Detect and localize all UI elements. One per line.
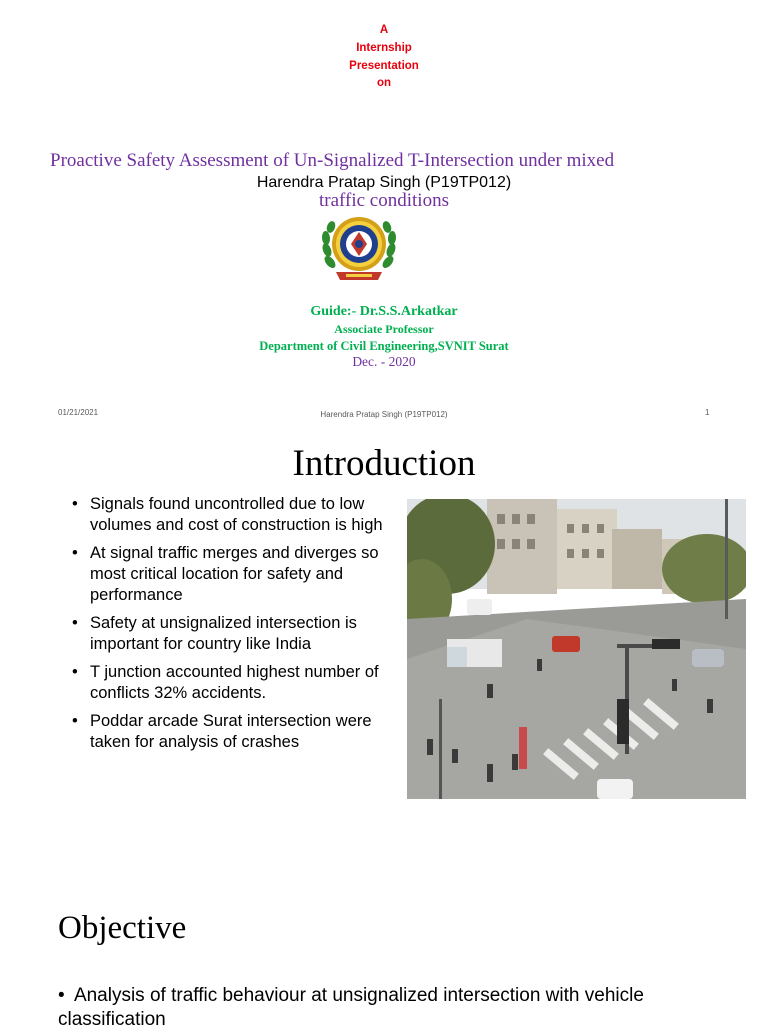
- presentation-title: Proactive Safety Assessment of Un-Signalized T-Intersection under mixed: [50, 150, 615, 171]
- list-item: • At signal traffic merges and diverges so most critical location for safety and performance: [64, 543, 400, 606]
- footer-name: Harendra Pratap Singh (P19TP012): [320, 410, 448, 419]
- presentation-title-continued: traffic conditions: [319, 190, 449, 211]
- bullet-icon: •: [58, 985, 65, 1006]
- intro-line: A: [379, 24, 389, 36]
- footer-page-number: 1: [705, 408, 710, 417]
- list-item: • Poddar arcade Surat intersection were taken for analysis of crashes: [64, 711, 400, 753]
- slide-title: Objective: [58, 910, 187, 946]
- traffic-intersection-photo: [407, 499, 746, 799]
- objective-text: Analysis of traffic behaviour at unsignalized intersection with vehicle classification: [58, 985, 644, 1030]
- presentation-date: Dec. - 2020: [352, 354, 416, 369]
- footer-date: 01/21/2021: [58, 408, 99, 417]
- guide-designation: Associate Professor: [334, 322, 434, 336]
- list-item: • Safety at unsignalized intersection is important for country like India: [64, 613, 400, 655]
- intro-line: on: [376, 77, 392, 89]
- author-name: Harendra Pratap Singh (P19TP012): [256, 174, 512, 191]
- list-item: [58, 984, 738, 1032]
- guide-department: Department of Civil Engineering,SVNIT Surat: [259, 339, 509, 353]
- guide-name: Guide:- Dr.S.S.Arkatkar: [310, 304, 458, 319]
- list-item: • Signals found uncontrolled due to low volumes and cost of construction is high: [64, 494, 400, 536]
- intro-line: Presentation: [349, 60, 419, 72]
- list-item: • T junction accounted highest number of conflicts 32% accidents.: [64, 662, 400, 704]
- intro-line: Internship: [356, 42, 412, 54]
- slide-title: Introduction: [292, 443, 476, 484]
- bullet-list: [64, 494, 400, 760]
- institute-logo: [318, 210, 400, 284]
